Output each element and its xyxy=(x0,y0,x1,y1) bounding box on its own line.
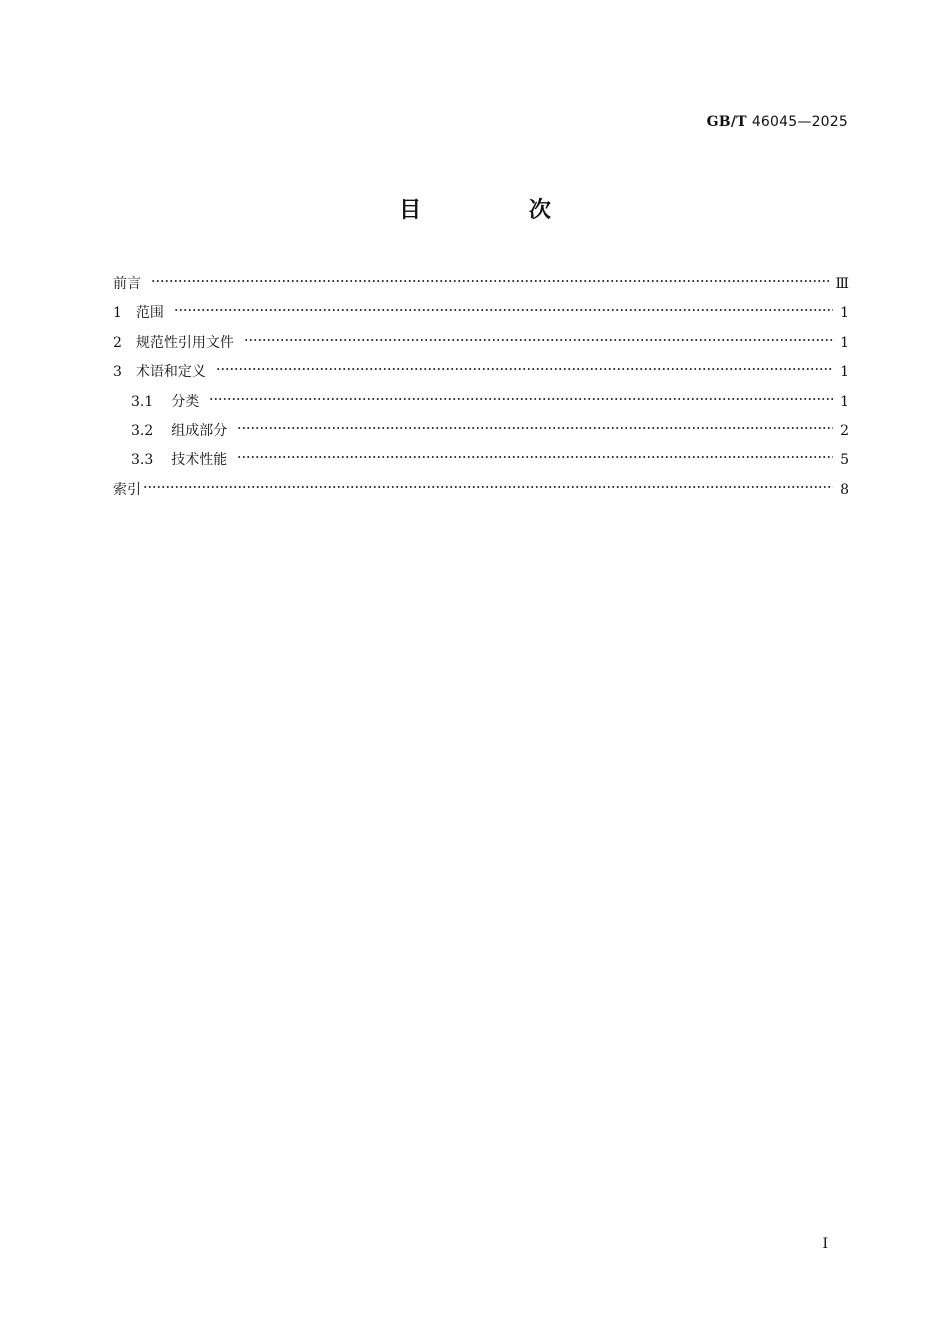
toc-entry-label: 规范性引用文件 xyxy=(135,334,234,351)
toc-entry-number: 3.1 xyxy=(131,393,154,410)
toc-entry-label: 技术性能 xyxy=(171,452,228,469)
standard-prefix: GB/T xyxy=(706,114,747,130)
dot-leader xyxy=(209,396,833,402)
toc-entry-page: 8 xyxy=(840,481,849,498)
toc-entry-number: 3 xyxy=(113,364,122,381)
dot-leader xyxy=(237,454,833,460)
toc-entry-label: 术语和定义 xyxy=(135,364,206,381)
toc-entry-page: 1 xyxy=(840,334,849,351)
toc-entry-label: 范围 xyxy=(135,305,164,322)
toc-entry-classification[interactable] xyxy=(113,388,849,417)
toc-entry-normative-references[interactable] xyxy=(113,329,849,358)
dot-leader xyxy=(237,425,833,431)
toc-entry-scope[interactable] xyxy=(113,299,849,328)
toc-entry-page: 5 xyxy=(840,452,849,469)
toc-entry-page: 2 xyxy=(840,422,849,439)
dot-leader xyxy=(216,366,833,372)
toc-entry-technical-performance[interactable] xyxy=(113,446,849,475)
toc-entry-number: 3.2 xyxy=(131,422,154,439)
toc-entry-label: 分类 xyxy=(171,393,200,410)
toc-entry-page: 1 xyxy=(840,393,849,410)
toc-entry-number: 3.3 xyxy=(131,452,154,469)
dot-leader xyxy=(244,337,833,343)
toc-entry-label: 前言 xyxy=(113,276,141,292)
standard-code: 46045—2025 xyxy=(751,114,848,130)
toc-entry-page: Ⅲ xyxy=(835,276,849,292)
standard-number xyxy=(707,114,848,130)
table-of-contents xyxy=(113,270,849,505)
toc-entry-foreword[interactable] xyxy=(113,270,849,299)
toc-entry-number: 2 xyxy=(113,334,122,351)
toc-entry-page: 1 xyxy=(840,305,849,322)
page-title: 目 次 xyxy=(399,198,601,223)
toc-entry-index[interactable] xyxy=(113,476,849,505)
dot-leader xyxy=(151,278,829,284)
dot-leader xyxy=(143,484,833,490)
toc-entry-label: 索引 xyxy=(113,481,141,498)
page-number: I xyxy=(822,1236,828,1252)
toc-entry-page: 1 xyxy=(840,364,849,381)
toc-entry-number: 1 xyxy=(113,305,122,322)
toc-entry-terms-definitions[interactable] xyxy=(113,358,849,387)
toc-entry-label: 组成部分 xyxy=(171,422,228,439)
dot-leader xyxy=(174,307,833,313)
toc-entry-components[interactable] xyxy=(113,417,849,446)
